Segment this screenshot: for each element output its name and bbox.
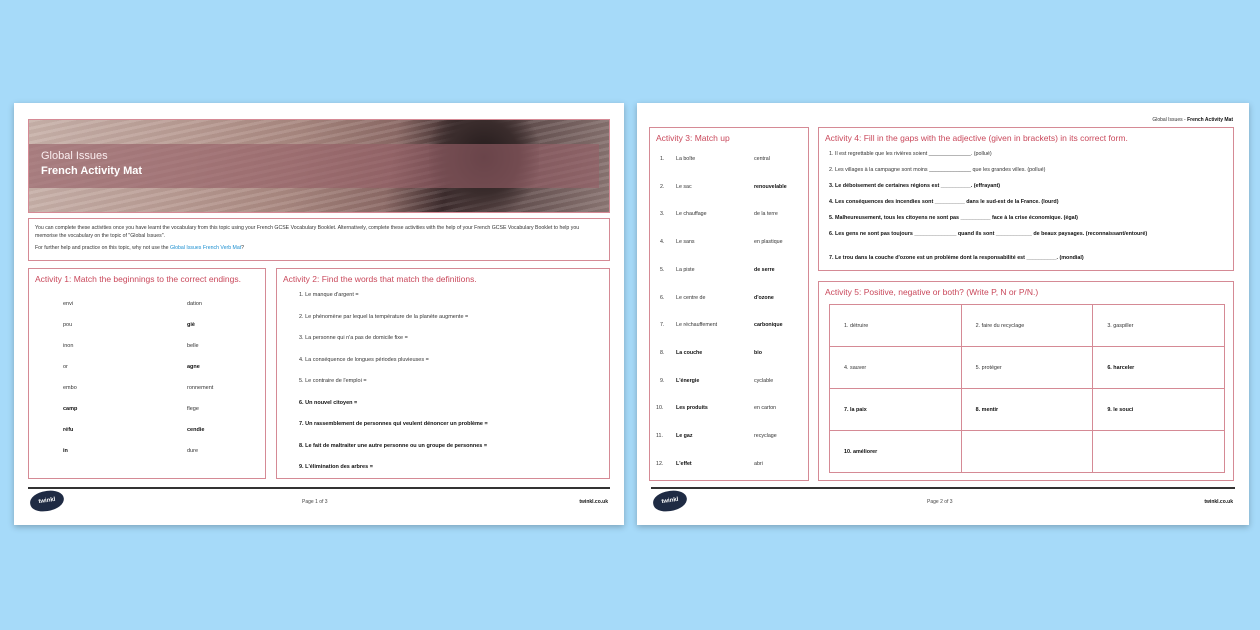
definition-item: 1. Le manque d'argent =: [299, 292, 359, 298]
word-ending: ronnement: [187, 385, 214, 391]
activity-1-box: [28, 268, 266, 479]
gap-fill-item: 2. Les villages à la campagne sont moins ______________ que les grandes villes. (pollué): [829, 167, 1046, 173]
word-ending: giè: [187, 322, 195, 328]
match-left-word: La boîte: [676, 156, 696, 162]
definition-item: 6. Un nouvel citoyen =: [299, 399, 358, 406]
intro-paragraph: You can complete these activities once you have learnt the vocabulary from this topic using your French GCSE Vocabulary Booklet. Alternatively, complete these activities with the help of your French GCSE Vocabulary Booklet to help you memorise the vocabulary on the topic of "Global Issues".: [35, 225, 580, 239]
verb-mat-link[interactable]: Global Issues French Verb Mat: [169, 245, 242, 251]
match-left-word: Le réchauffement: [676, 322, 718, 329]
grid-row: [830, 347, 1225, 389]
match-right-word: renouvelable: [754, 183, 787, 190]
match-number: 1.: [660, 156, 665, 162]
grid-cell-word[interactable]: 8. mentir: [961, 389, 1093, 431]
word-beginning: camp: [63, 406, 78, 412]
grid-row: [830, 431, 1225, 473]
match-right-word: en plastique: [754, 239, 783, 246]
gap-fill-item: 6. Les gens ne sont pas toujours ______________ quand ils sont ____________ de beaux paysages. (reconnaissant/entouré): [829, 231, 1148, 237]
definition-item: 3. La personne qui n'a pas de domicile fixe =: [299, 335, 408, 341]
match-number: 5.: [660, 266, 665, 273]
match-right-word: recyclage: [754, 433, 777, 439]
page-number: Page 2 of 3: [927, 499, 953, 505]
grid-cell-word[interactable]: 1. détruire: [830, 305, 962, 347]
match-number: 6.: [660, 294, 665, 301]
gap-fill-item: 5. Malheureusement, tous les citoyens ne sont pas __________ face à la crise économique. (égal): [829, 215, 1078, 221]
twinkl-logo: twinkl: [29, 489, 65, 514]
match-left-word: L'énergie: [676, 377, 700, 384]
word-ending: cendie: [187, 427, 205, 433]
match-right-word: bio: [754, 349, 762, 356]
match-right-word: de serre: [754, 266, 775, 273]
match-left-word: L'effet: [676, 460, 692, 467]
activity-5-box: [818, 281, 1234, 481]
page-number: Page 1 of 3: [302, 499, 328, 505]
activity-5-title: Activity 5: Positive, negative or both? (Write P, N or P/N.): [825, 287, 1039, 297]
word-beginning: in: [63, 448, 68, 454]
definition-item: 2. Le phénomène par lequel la température de la planète augmente =: [299, 313, 469, 320]
activity-2-box: [276, 268, 610, 479]
word-beginning: envi: [63, 301, 74, 307]
word-beginning: réfu: [63, 427, 74, 433]
header-banner: [28, 119, 610, 213]
match-left-word: La couche: [676, 349, 703, 356]
grid-cell-word[interactable]: 3. gaspiller: [1093, 305, 1225, 347]
intro-help-line: [35, 244, 603, 252]
gap-fill-item: 4. Les conséquences des incendies sont __________ dans le sud-est de la France. (lourd): [829, 199, 1059, 205]
definition-item: 9. L'élimination des arbres =: [299, 464, 373, 470]
match-number: 10.: [656, 405, 664, 412]
running-head-bold: French Activity Mat: [1187, 117, 1233, 123]
match-right-word: cyclable: [754, 377, 774, 384]
site-url: twinkl.co.uk: [579, 499, 608, 505]
running-head-plain: Global Issues -: [1152, 117, 1188, 123]
word-beginning: or: [63, 364, 68, 370]
word-beginning: inon: [63, 343, 74, 349]
match-right-word: de la terre: [754, 211, 778, 218]
word-ending: belle: [187, 343, 199, 349]
worksheet-page-1: [14, 103, 624, 525]
match-right-word: carbonique: [754, 322, 783, 329]
grid-cell-word[interactable]: 2. faire du recyclage: [961, 305, 1093, 347]
site-url: twinkl.co.uk: [1204, 499, 1233, 505]
match-number: 4.: [660, 239, 665, 246]
match-number: 7.: [660, 322, 665, 329]
match-left-word: Le sac: [676, 183, 692, 190]
banner-title-line1: Global Issues: [41, 150, 108, 162]
gap-fill-item: 3. Le déboisement de certaines régions est __________. (effrayant): [829, 183, 1001, 189]
activity-2-title: Activity 2: Find the words that match the definitions.: [283, 274, 477, 284]
match-number: 3.: [660, 211, 665, 218]
word-ending: dation: [187, 301, 202, 307]
match-left-word: La piste: [676, 266, 695, 273]
match-right-word: abri: [754, 460, 763, 467]
match-right-word: central: [754, 156, 770, 162]
activity-4-title: Activity 4: Fill in the gaps with the adjective (given in brackets) in its correct form.: [825, 133, 1128, 143]
grid-cell-empty[interactable]: [961, 431, 1093, 473]
gap-fill-item: 1. Il est regrettable que les rivières soient ______________. (pollué): [829, 151, 992, 157]
activity-3-box: [649, 127, 809, 481]
match-left-word: Le chauffage: [676, 211, 707, 218]
word-ending: dure: [187, 448, 199, 454]
worksheet-page-2: [637, 103, 1249, 525]
match-right-word: d'ozone: [754, 294, 774, 301]
banner-title-line2: French Activity Mat: [41, 165, 143, 177]
word-ending: flege: [187, 406, 199, 412]
match-right-word: en carton: [754, 405, 777, 412]
grid-cell-word[interactable]: 5. protéger: [961, 347, 1093, 389]
definition-item: 8. Le fait de maltraiter une autre personne ou un groupe de personnes =: [299, 442, 488, 449]
activity-4-box: [818, 127, 1234, 271]
grid-cell-empty[interactable]: [1093, 431, 1225, 473]
running-head: [1152, 117, 1233, 123]
match-number: 8.: [660, 349, 665, 356]
activity-3-title: Activity 3: Match up: [656, 133, 730, 143]
grid-cell-word[interactable]: 4. sauver: [830, 347, 962, 389]
definition-item: 4. La conséquence de longues périodes pluvieuses =: [299, 356, 429, 363]
grid-row: [830, 305, 1225, 347]
match-left-word: Le sans: [676, 239, 695, 246]
footer-rule: [28, 487, 610, 489]
intro-help-suffix: ?: [241, 245, 245, 251]
footer-rule: [651, 487, 1235, 489]
intro-box: [28, 218, 610, 261]
match-left-word: Le gaz: [676, 433, 693, 439]
grid-cell-word[interactable]: 6. harceler: [1093, 347, 1225, 389]
activity-5-grid: [829, 304, 1225, 473]
match-number: 2.: [660, 183, 665, 190]
word-beginning: embo: [63, 385, 77, 391]
grid-cell-word[interactable]: 10. améliorer: [830, 431, 962, 473]
definition-item: 7. Un rassemblement de personnes qui veulent dénoncer un problème =: [299, 421, 488, 427]
match-left-word: Le centre de: [676, 294, 706, 301]
match-number: 12.: [656, 460, 664, 467]
word-beginning: pou: [63, 322, 73, 328]
match-left-word: Les produits: [676, 405, 708, 412]
grid-cell-word[interactable]: 7. la paix: [830, 389, 962, 431]
twinkl-logo: twinkl: [652, 489, 688, 514]
match-number: 11.: [656, 433, 663, 439]
word-ending: agne: [187, 364, 200, 370]
intro-help-prefix: For further help and practice on this topic, why not use the: [35, 245, 170, 251]
grid-row: [830, 389, 1225, 431]
match-number: 9.: [660, 377, 665, 384]
definition-item: 5. Le contraire de l'emploi =: [299, 378, 367, 384]
grid-cell-word[interactable]: 9. le souci: [1093, 389, 1225, 431]
activity-1-title: Activity 1: Match the beginnings to the correct endings.: [35, 274, 242, 284]
gap-fill-item: 7. Le trou dans la couche d'ozone est un problème dont la responsabilité est __________. (mondial): [829, 255, 1084, 261]
